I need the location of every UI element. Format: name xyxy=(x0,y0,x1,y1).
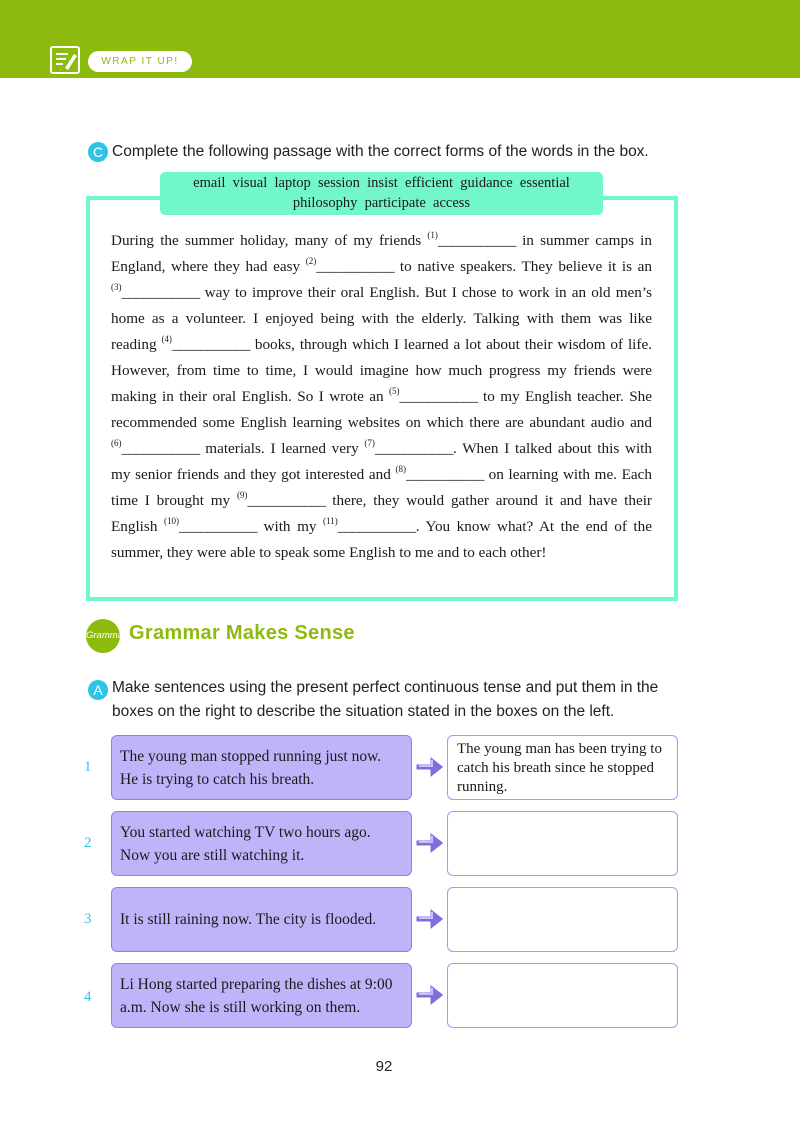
section-tag: WRAP IT UP! xyxy=(88,51,192,72)
blank-4[interactable]: ___________ xyxy=(171,336,250,353)
notebook-pencil-icon xyxy=(50,46,80,74)
blank-number: (9) xyxy=(236,490,248,500)
answer-box[interactable] xyxy=(447,811,678,876)
blank-7[interactable]: ___________ xyxy=(374,440,453,457)
blank-3[interactable]: ___________ xyxy=(121,284,200,301)
arrow-right-icon xyxy=(414,752,446,782)
blank-8[interactable]: ___________ xyxy=(405,466,485,483)
blank-number: (8) xyxy=(395,464,406,474)
blank-number: (11) xyxy=(323,516,338,526)
situation-box: You started watching TV two hours ago. Now you are still watching it. xyxy=(111,811,412,876)
section-c-badge: C xyxy=(88,142,108,162)
blank-number: (4) xyxy=(161,334,172,344)
blank-11[interactable]: ___________ xyxy=(337,518,416,535)
arrow-right-icon xyxy=(414,828,446,858)
section-a-instruction: Make sentences using the present perfect continuous tense and put them in the boxes on the right to describe the situation stated in the boxes on the left. xyxy=(112,679,659,720)
passage-text: During the summer holiday, many of my friends $^{(1)}$___________ in summer camps in England, where they had easy $^{(2)}$___________ to native speakers. They believe it is an $^{(3)}$___________ way to improve their oral English. But I chose to work in an old men’s home as a volunteer. I enjoyed being with the elderly. Talking with them was like reading $^{(4)}$___________ books, through which I learned a lot about their wisdom of life. However, from time to time, I would imagine how much progress my friends were making in their oral English. So I wrote an $^{(5)}$___________ to my English teacher. She recommended some English learning websites on which there are abundant audio and $^{(6)}$___________ materials. I learned very $^{(7)}$___________. When I talked about this with my senior friends and they got interested and $^{(8)}$___________ on learning with me. Each time I brought my $^{(9)}$___________ there, they would gather around it and have their English $^{(10)}$___________ with my $^{(11)}$___________. You know what? At the end of the summer, they were able to speak some English to me and to each other! xyxy=(111,230,653,561)
blank-2[interactable]: ___________ xyxy=(316,258,395,275)
blank-1[interactable]: ___________ xyxy=(437,232,516,249)
blank-number: (5) xyxy=(389,386,400,396)
blank-number: (3) xyxy=(111,282,122,292)
blank-9[interactable]: ___________ xyxy=(247,492,326,509)
item-number: 4 xyxy=(84,989,92,1005)
word-box xyxy=(160,172,603,215)
blank-6[interactable]: ___________ xyxy=(121,440,200,457)
section-c-instruction: Complete the following passage with the correct forms of the words in the box. xyxy=(112,143,649,160)
situation-box: It is still raining now. The city is flooded. xyxy=(111,887,412,952)
word-box-line-1: email visual laptop session insist efficient guidance essential xyxy=(193,175,570,191)
section-a-badge: A xyxy=(88,680,108,700)
page-number: 92 xyxy=(375,1058,393,1075)
item-number: 3 xyxy=(84,911,92,927)
blank-number: (1) xyxy=(427,230,438,240)
arrow-right-icon xyxy=(414,980,446,1010)
item-number: 1 xyxy=(84,759,92,775)
grammar-title: Grammar Makes Sense xyxy=(129,622,355,644)
blank-10[interactable]: ___________ xyxy=(178,518,257,535)
answer-box[interactable] xyxy=(447,887,678,952)
blank-number: (10) xyxy=(163,516,179,526)
word-box-line-2: philosophy participate access xyxy=(292,194,471,211)
blank-number: (7) xyxy=(364,438,375,448)
situation-box: Li Hong started preparing the dishes at 9:00 a.m. Now she is still working on them. xyxy=(111,963,412,1028)
blank-5[interactable]: ___________ xyxy=(399,388,478,405)
item-number: 2 xyxy=(84,835,92,851)
arrow-right-icon xyxy=(414,904,446,934)
blank-number: (6) xyxy=(111,438,122,448)
blank-number: (2) xyxy=(305,256,317,266)
grammar-icon: Grammar xyxy=(86,619,120,653)
answer-box[interactable]: The young man has been trying to catch his breath since he stopped running. xyxy=(447,735,678,800)
answer-box[interactable] xyxy=(447,963,678,1028)
situation-box: The young man stopped running just now. He is trying to catch his breath. xyxy=(111,735,412,800)
